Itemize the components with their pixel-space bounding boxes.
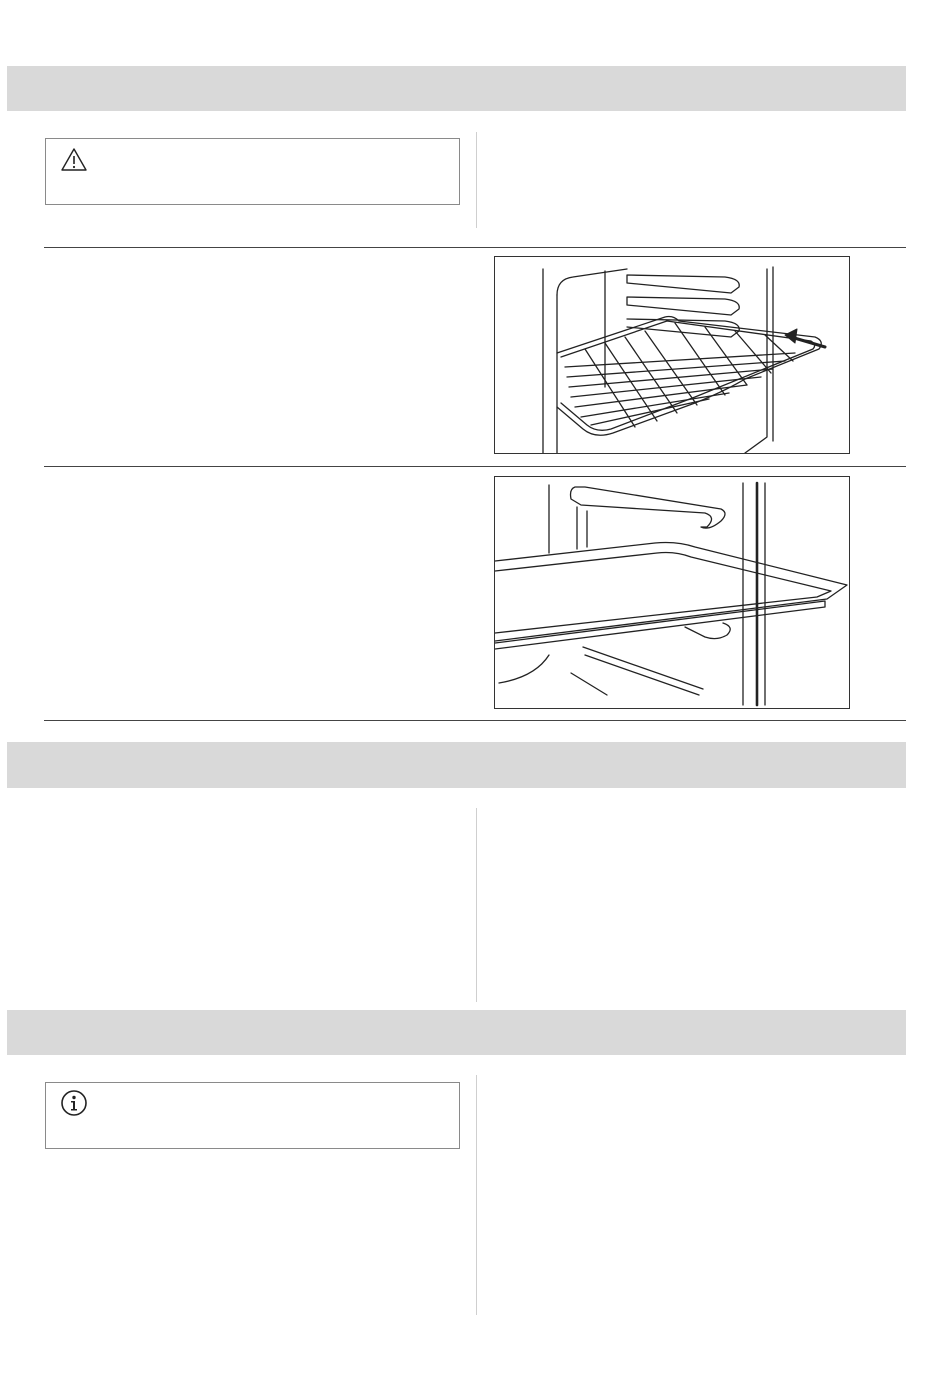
row-separator-1 (44, 247, 906, 248)
column-divider-1 (476, 132, 477, 228)
baking-tray-insert-figure (494, 476, 850, 709)
info-note-box (45, 1082, 460, 1149)
row-separator-2 (44, 466, 906, 467)
section-header-band-3 (7, 1010, 906, 1055)
baking-tray-illustration (495, 477, 849, 708)
warning-triangle-icon (59, 145, 89, 175)
warning-note-box (45, 138, 460, 205)
column-divider-2 (476, 808, 477, 1002)
wire-shelf-illustration (495, 257, 849, 453)
section-header-band-1 (7, 66, 906, 111)
wire-shelf-insert-figure (494, 256, 850, 454)
section-header-band-2 (7, 742, 906, 788)
column-divider-3 (476, 1075, 477, 1315)
info-icon (59, 1088, 89, 1118)
row-separator-3 (44, 720, 906, 721)
